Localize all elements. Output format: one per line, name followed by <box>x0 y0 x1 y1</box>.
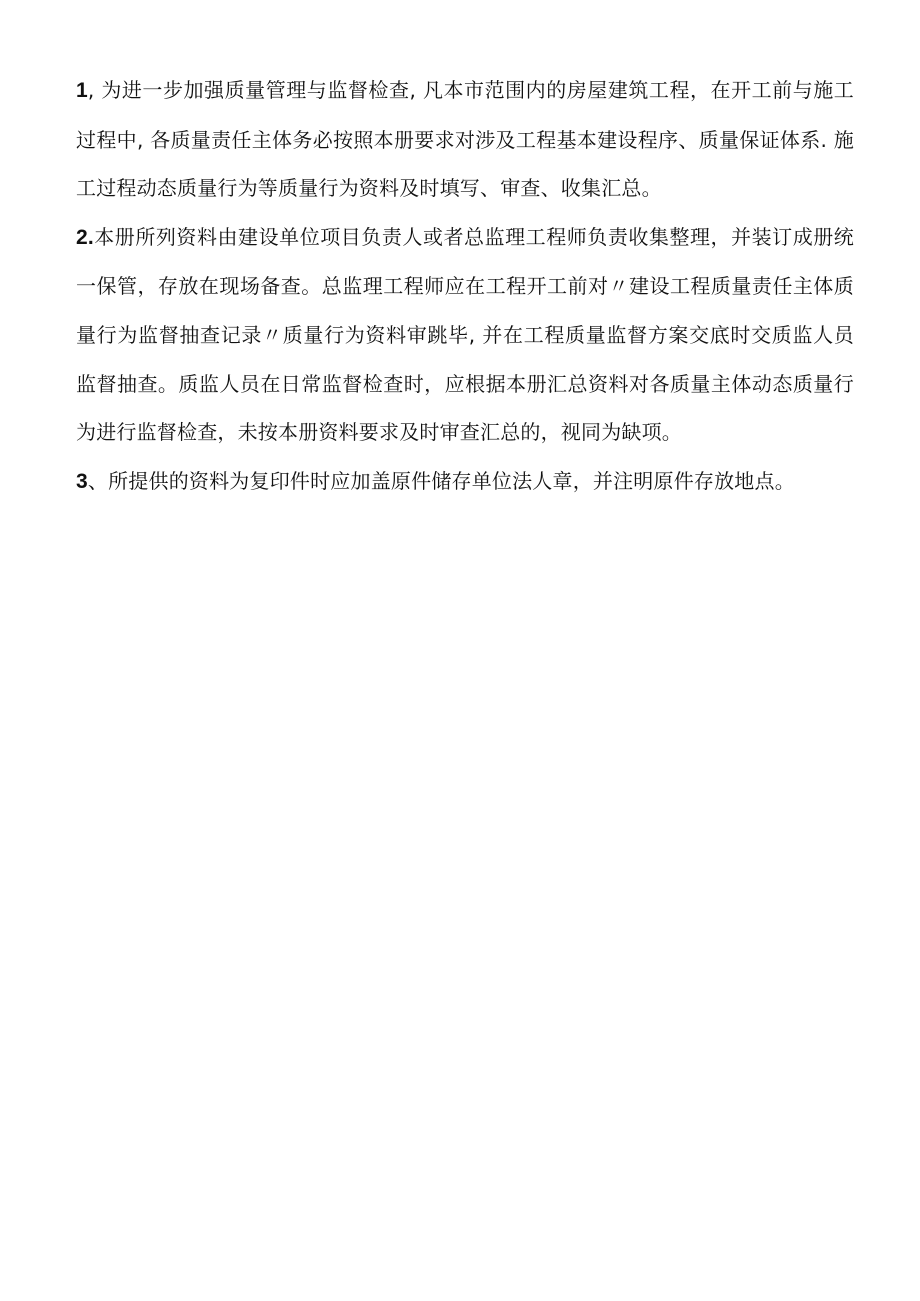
paragraph-2-number: 2. <box>76 225 94 249</box>
paragraph-1-text: , 为进一步加强质量管理与监督检查, 凡本市范围内的房屋建筑工程，在开工前与施工过程中, 各质量责任主体务必按照本册要求对涉及工程基本建设程序、质量保证体系. 施工过程动态质量行为等质量行为资料及时填写、审查、收集汇总。 <box>76 78 854 201</box>
paragraph-2 <box>76 213 854 457</box>
paragraph-3-number: 3 <box>76 469 88 493</box>
paragraph-2-text: 本册所列资料由建设单位项目负责人或者总监理工程师负责收集整理，并装订成册统一保管，存放在现场备查。总监理工程师应在工程开工前对〃建设工程质量责任主体质量行为监督抽查记录〃质量行为资料审跳毕, 并在工程质量监督方案交底时交质监人员监督抽查。质监人员在日常监督检查时，应根据本册汇总资料对各质量主体动态质量行为进行监督检查，未按本册资料要求及时审查汇总的，视同为缺项。 <box>76 224 854 445</box>
document-body <box>76 66 854 506</box>
paragraph-1-number: 1 <box>76 79 88 102</box>
paragraph-3-text: 、所提供的资料为复印件时应加盖原件储存单位法人章，并注明原件存放地点。 <box>87 468 795 493</box>
paragraph-1 <box>76 66 854 213</box>
paragraph-3 <box>76 457 854 507</box>
